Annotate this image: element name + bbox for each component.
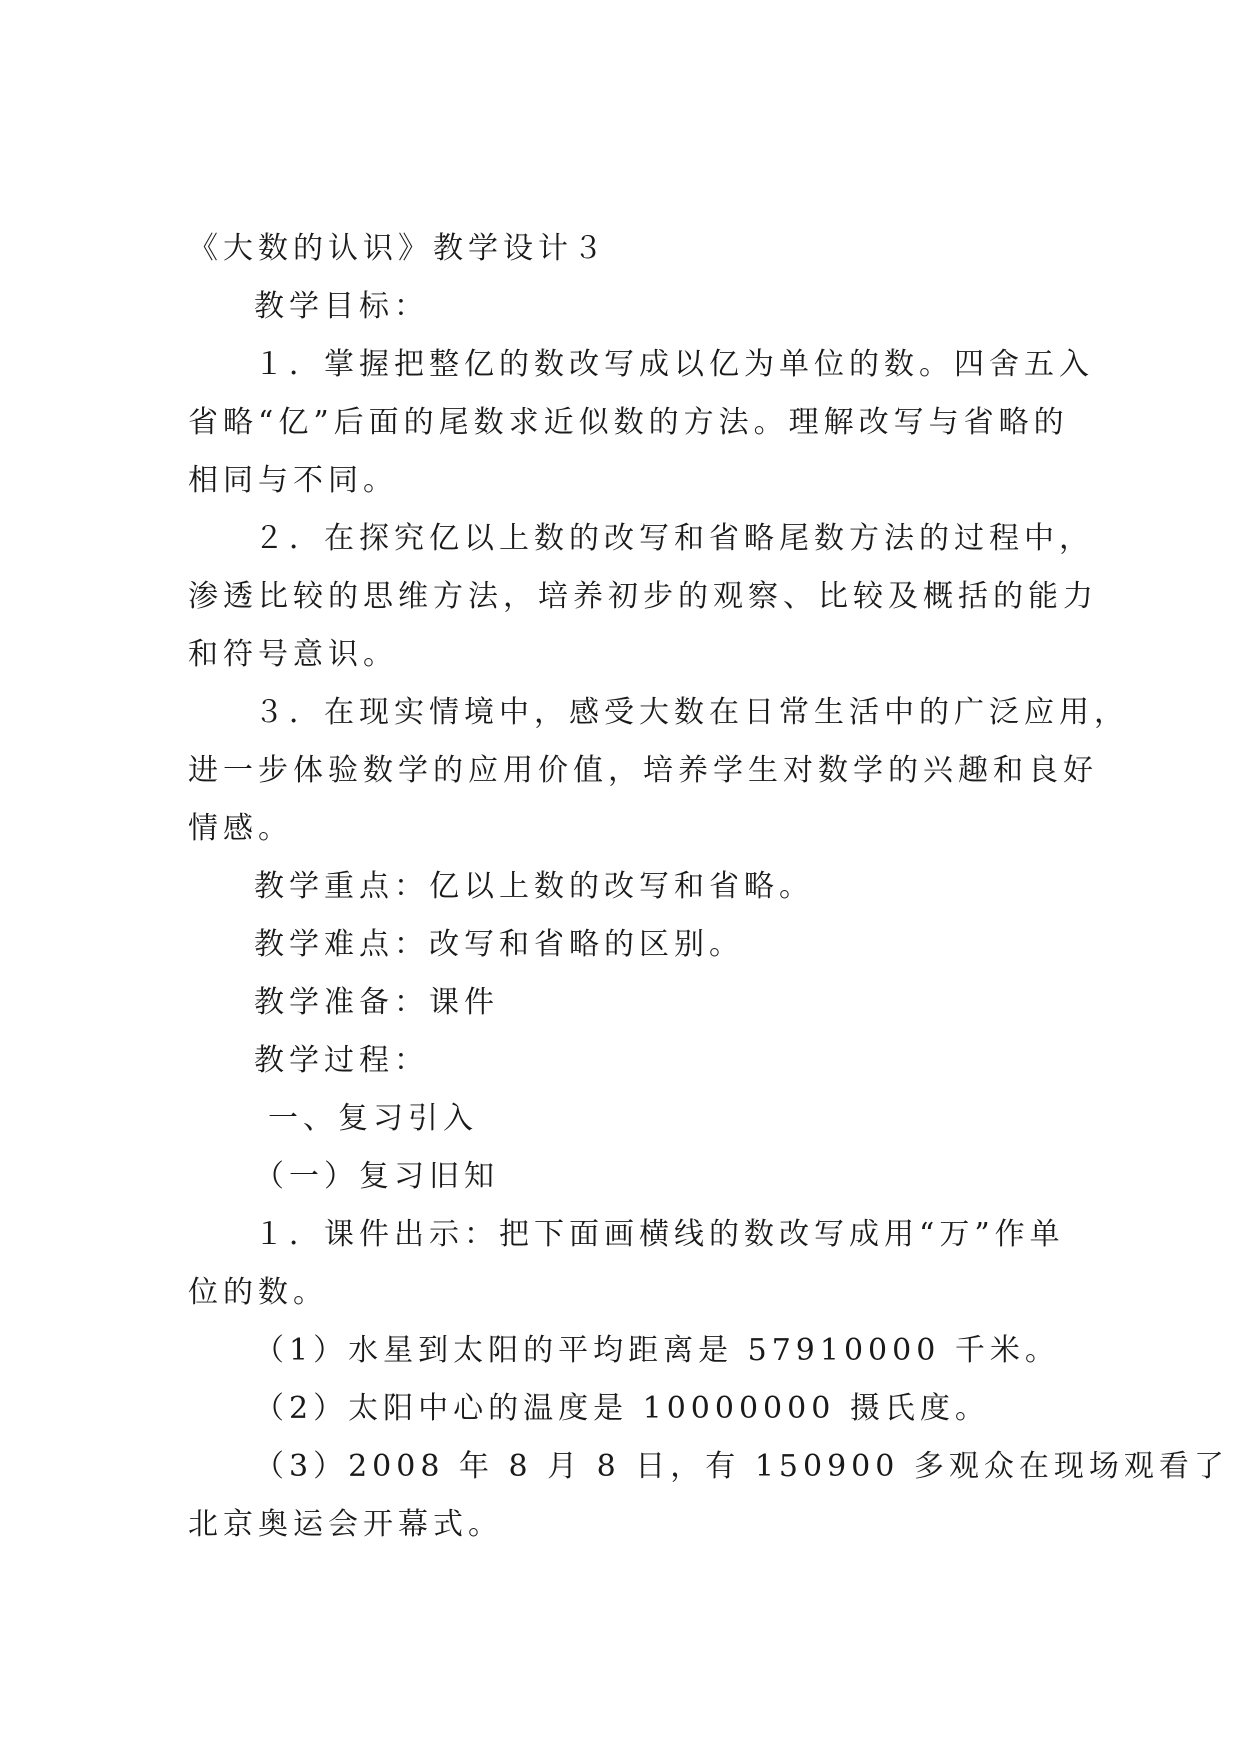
paragraph-line: 情感。 (188, 811, 293, 846)
list-item: （1）水星到太阳的平均距离是 57910000 千米。 (254, 1333, 1060, 1368)
paragraph-line: 进一步体验数学的应用价值，培养学生对数学的兴趣和良好 (188, 753, 1098, 788)
paragraph-line: 渗透比较的思维方法，培养初步的观察、比较及概括的能力 (188, 579, 1098, 614)
list-item: （3）2008 年 8 月 8 日，有 150900 多观众在现场观看了 (254, 1449, 1229, 1484)
subsection-heading: 一、复习引入 (268, 1101, 478, 1136)
document-title: 《大数的认识》教学设计３ (188, 231, 608, 266)
paragraph-line: ２．在探究亿以上数的改写和省略尾数方法的过程中， (254, 521, 1094, 556)
paragraph-line: 位的数。 (188, 1275, 328, 1310)
section-heading-process: 教学过程： (254, 1043, 429, 1078)
difficulty-line: 教学难点：改写和省略的区别。 (254, 927, 744, 962)
paragraph-line: 和符号意识。 (188, 637, 398, 672)
paragraph-line: ３．在现实情境中，感受大数在日常生活中的广泛应用， (254, 695, 1129, 730)
paragraph-line: １．课件出示：把下面画横线的数改写成用“万”作单 (254, 1217, 1065, 1252)
subsection-heading: （一）复习旧知 (254, 1159, 499, 1194)
paragraph-line: 北京奥运会开幕式。 (188, 1507, 503, 1542)
paragraph-line: １．掌握把整亿的数改写成以亿为单位的数。四舍五入 (254, 347, 1094, 382)
paragraph-line: 省略“亿”后面的尾数求近似数的方法。理解改写与省略的 (188, 405, 1069, 440)
document-body (188, 220, 1229, 1554)
key-point-line: 教学重点：亿以上数的改写和省略。 (254, 869, 814, 904)
preparation-line: 教学准备：课件 (254, 985, 499, 1020)
section-heading-objectives: 教学目标： (254, 289, 429, 324)
list-item: （2）太阳中心的温度是 10000000 摄氏度。 (254, 1391, 990, 1426)
paragraph-line: 相同与不同。 (188, 463, 398, 498)
